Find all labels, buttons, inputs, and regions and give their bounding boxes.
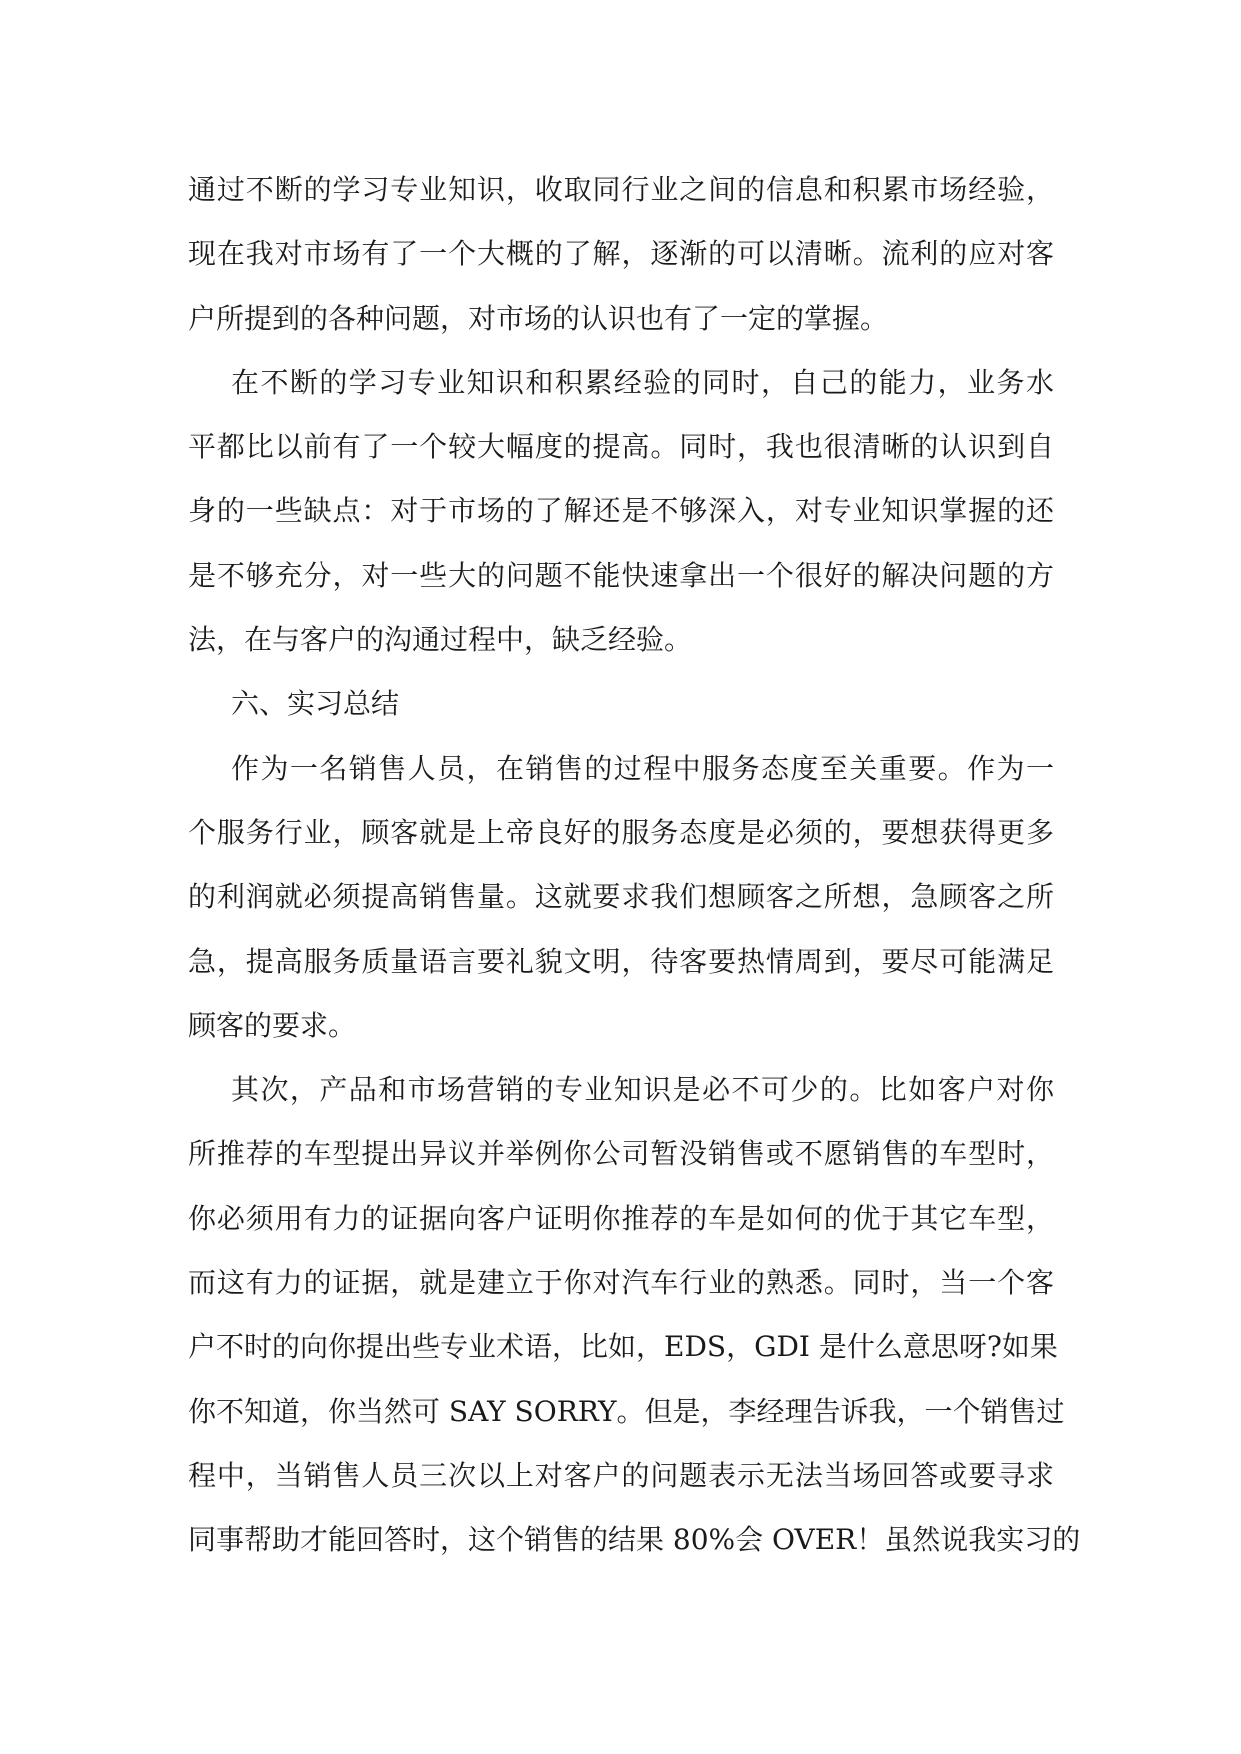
text-line: 同事帮助才能回答时，这个销售的结果 80%会 OVER！虽然说我实习的 [188,1523,1081,1557]
text-line: 身的一些缺点：对于市场的了解还是不够深入，对专业知识掌握的还 [188,494,1054,528]
text-line: 平都比以前有了一个较大幅度的提高。同时，我也很清晰的认识到自 [188,430,1054,464]
text-line: 程中，当销售人员三次以上对客户的问题表示无法当场回答或要寻求 [188,1458,1054,1492]
text-line: 作为一名销售人员，在销售的过程中服务态度至关重要。作为一 [231,751,1054,785]
body-text [188,158,1081,1573]
section-heading: 六、实习总结 [231,687,400,721]
text-line: 在不断的学习专业知识和积累经验的同时，自己的能力，业务水 [231,365,1054,399]
text-line: 所推荐的车型提出异议并举例你公司暂没销售或不愿销售的车型时， [188,1137,1054,1171]
text-line: 户所提到的各种问题，对市场的认识也有了一定的掌握。 [188,301,889,335]
text-line: 的利润就必须提高销售量。这就要求我们想顾客之所想，急顾客之所 [188,880,1054,914]
text-line: 户不时的向你提出些专业术语，比如，EDS，GDI 是什么意思呀?如果 [188,1330,1058,1364]
text-line: 急，提高服务质量语言要礼貌文明，待客要热情周到，要尽可能满足 [188,944,1054,978]
text-line: 顾客的要求。 [188,1008,357,1042]
text-line: 个服务行业，顾客就是上帝良好的服务态度是必须的，要想获得更多 [188,815,1054,849]
text-line: 现在我对市场有了一个大概的了解，逐渐的可以清晰。流利的应对客 [188,237,1054,271]
text-line: 你必须用有力的证据向客户证明你推荐的车是如何的优于其它车型， [188,1201,1054,1235]
text-line: 法，在与客户的沟通过程中，缺乏经验。 [188,623,693,657]
text-line: 通过不断的学习专业知识，收取同行业之间的信息和积累市场经验， [188,173,1054,206]
text-line: 是不够充分，对一些大的问题不能快速拿出一个很好的解决问题的方 [188,558,1054,592]
text-line: 其次，产品和市场营销的专业知识是必不可少的。比如客户对你 [231,1073,1054,1107]
text-line: 你不知道，你当然可 SAY SORRY。但是，李经理告诉我，一个销售过 [188,1394,1065,1428]
text-line: 而这有力的证据，就是建立于你对汽车行业的熟悉。同时，当一个客 [188,1266,1054,1300]
